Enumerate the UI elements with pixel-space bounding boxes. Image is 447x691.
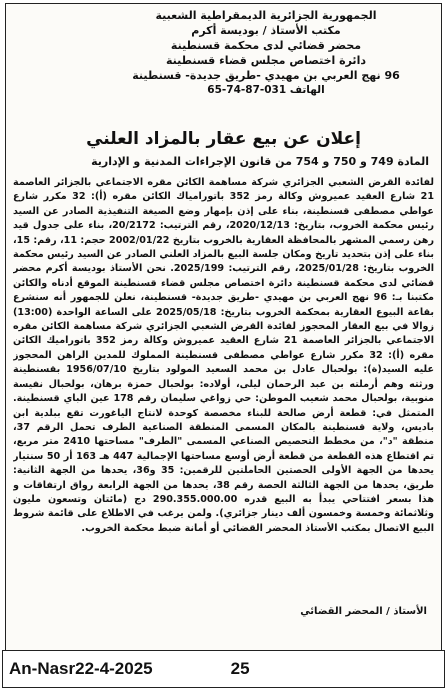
header-line-republic: الجمهورية الجزائرية الديمقراطية الشعبية (155, 9, 377, 22)
header-line-office: مكتب الأستاذ / بوديسة أكرم (191, 24, 341, 37)
header-line-jurisdiction: دائرة اختصاص مجلس قضاء قسنطينة (166, 54, 366, 67)
notice-title: إعلان عن بيع عقار بالمزاد العلني (86, 129, 361, 149)
header-line-phone: الهاتف 031-87-74-65 (207, 84, 325, 96)
page-footer (2, 650, 445, 688)
notice-legal-articles: المادة 749 و 750 و 754 من قانون الإجراءات المدنية و الإدارية (91, 155, 429, 168)
notice-body (13, 176, 434, 596)
publication-date: An-Nasr22-4-2025 (9, 659, 153, 678)
notice-header (101, 8, 431, 98)
header-line-address: 96 نهج العربي بن مهيدي -طريق جديدة- قسنطينة (132, 69, 400, 82)
notice-body-text: لفائدة القرض الشعبي الجزائري شركة مساهمة الكائن مقره الاجتماعي بالجزائر العاصمة 21 شارع العقيد عميروش وكالة رمز 352 باتورامياك الكائن مقره (أ): 32 مكرر شارع عواطي مصطفى قسنطينة، بناء على إذن بإمهار وضع الصيغة التنفيذية الصادر عن السيد رئيس محكمة الخروب، بتاريخ: 2020/12/13، رقم الترتيب: 20/2172، بناء على جدول قيد رهن رسمي المشهر بالمحافظة العقارية بالخروب بتاريخ 2002/01/22 حجم: 11، رقم: 15، بناء على إذن بتحديد تاريخ ومكان جلسة البيع بالمزاد العلني الصادر عن السيد رئيس محكمة الخروب بتاريخ: 2025/01/28، رقم الترتيب: 2025/199. نحن الأستاذ بوديسة أكرم محضر قضائي لدى محكمة قسنطينة دائرة اختصاص مجلس قضاء قسنطينة الموقع أدناه والكائن مكتبنا بـ: 96 نهج العربي بن مهيدي -طريق جديدة- قسنطينة، نعلن للجمهور أنه سنشرع بقاعة البيوع العقارية بمحكمة الخروب بتاريخ: 2025/05/18 على الساعة الواحدة (13:00) زوالا في بيع العقار المحجوز لفائدة القرض الشعبي الجزائري شركة مساهمة الكائن مقره الاجتماعي بالجزائر العاصمة 21 شارع العقيد عميروش وكالة رمز 352 باتوراميك الكائن مقره (أ): 32 مكرر شارع عواطي مصطفى قسنطينة المملوك للمدين الراهن المحجوز عليه السيد(ة): بولحبال عادل بن محمد السعيد المولود بتاريخ 1956/07/10 بقسنطينة ورثته وهم أرملته بن عبد الرحمان ليلى، أولاده: بولحبال حمزة برهان، بولحبال نفيسة منوبية، بولحبال محمد شعيب الموطن: حي زواغي سليمان رقم 178 عين الباي قسنطينة. المتمثل في: قطعة أرض صالحة للبناء مخصصة كوحدة لانتاج الياغورت تقع ببلدية ابن باديس، ولاية قسنطينة بالمكان المسمى المنطقة الصناعية الطرف تحمل الرقم 37، منطقة "د"، من مخطط التحصيص الصناعي المسمى "الطرف" مساحتها 2410 متر مربع، تم اقتطاع هذه القطعة من قطعة أرض أوسع مساحتها الإجمالية 447 هـ 163 أر 50 سنتيار يحدها من الجهة الأولى الحصتين الحاملتين للرقمين: 35 و36، يحدها من الجهة الثانية: طريق، يحدها من الجهة الثالثة الحصة رقم 38، يحدها من الجهة الرابعة رواق ارتفاقات و هذا بسعر افتتاحي يبدأ به البيع قدره 290.355.000.00 دج (مائتان وتسعون مليون وثلاثمائة وخمسة وخمسون ألف دينار جزائري). ولمن يرغب في الاطلاع على قائمة شروط البيع الاتصال بمكتب الأستاذ المحضر القضائي أو أمانة ضبط محكمة الخروب. (13, 177, 434, 534)
auction-notice (5, 3, 442, 651)
page-number: 25 (230, 659, 250, 678)
header-line-bailiff: محضر قضائي لدى محكمة قسنطينة (170, 39, 362, 52)
notice-signature: الأستاذ / المحضر القضائي (300, 606, 427, 617)
